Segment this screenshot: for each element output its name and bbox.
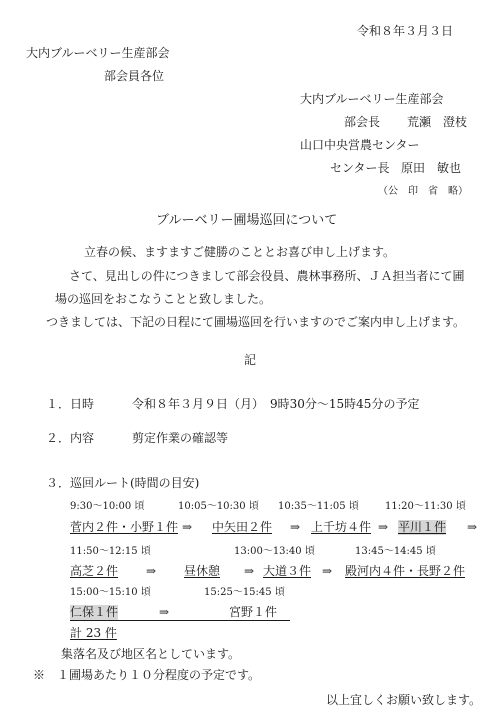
sender-name-1: 荒瀬 澄枝 xyxy=(407,115,468,129)
route-time: 13:45～14:45 頃 xyxy=(355,546,436,557)
route-arrow: ⇒ xyxy=(244,564,255,578)
document-date: 令和８年３月３日 xyxy=(357,24,454,38)
route-time: 10:35～11:05 頃 xyxy=(278,501,359,512)
route-place: 高芝２件 xyxy=(70,564,119,578)
body-line-1: 立春の候、ますますご健勝のこととお喜び申し上げます。 xyxy=(84,245,396,259)
body-line-3: 場の巡回をおこなうことと致しました。 xyxy=(55,292,272,306)
route-underline xyxy=(70,620,290,621)
route-place: 菅内２件・小野１件 xyxy=(70,520,179,534)
sender-org-1: 大内ブルーベリー生産部会 xyxy=(300,92,444,106)
route-place: 大道３件 xyxy=(263,564,312,578)
route-time: 15:00～15:10 頃 xyxy=(70,587,151,598)
route-total: 計 23 件 xyxy=(70,626,117,640)
sender-title-2: センター長 xyxy=(330,161,390,175)
route-place: 昼休憩 xyxy=(184,564,221,578)
route-arrow: ⇒ xyxy=(290,520,301,534)
item-3-label: ３．巡回ルート(時間の目安) xyxy=(46,476,200,490)
route-place: 仁保１件 xyxy=(70,605,119,619)
item-2-value: 剪定作業の確認等 xyxy=(132,431,229,445)
route-arrow: ⇒ xyxy=(378,520,389,534)
route-time: 11:50～12:15 頃 xyxy=(70,546,151,557)
seal-omitted-note: （公 印 省 略） xyxy=(378,186,468,197)
route-arrow: ⇒ xyxy=(467,520,478,534)
route-time: 9:30～10:00 頃 xyxy=(70,501,145,512)
route-time: 15:25～15:45 頃 xyxy=(204,587,285,598)
route-place: 殿河内４件・長野２件 xyxy=(345,564,466,578)
route-place: 宮野１件 xyxy=(229,605,278,619)
item-1-label: １．日時 xyxy=(46,397,95,411)
ki-marker: 記 xyxy=(244,353,257,367)
recipient-org: 大内ブルーベリー生産部会 xyxy=(26,46,170,60)
route-arrow: ⇒ xyxy=(322,564,333,578)
route-arrow: ⇒ xyxy=(182,520,193,534)
closing-text: 以上宜しくお願い致します。 xyxy=(326,693,482,707)
item-2-label: ２．内容 xyxy=(46,431,95,445)
note-1: 集落名及び地区名としています。 xyxy=(61,647,241,661)
route-arrow: ⇒ xyxy=(146,564,157,578)
note-2: ※ １圃場あたり１０分程度の予定です。 xyxy=(33,668,261,682)
route-time: 10:05～10:30 頃 xyxy=(178,501,259,512)
body-line-2: さて、見出しの件につきまして部会役員、農林事務所、ＪＡ担当者にて圃 xyxy=(69,269,465,283)
sender-title-1: 部会長 xyxy=(344,115,381,129)
body-line-4: つきましては、下記の日程にて圃場巡回を行いますのでご案内申し上げます。 xyxy=(46,315,466,329)
route-place: 平川１件 xyxy=(398,520,447,534)
document-title: ブルーベリー圃場巡回について xyxy=(156,213,338,228)
route-place: 中矢田２件 xyxy=(212,520,273,534)
recipient-members: 部会員各位 xyxy=(104,69,165,83)
route-arrow: ⇒ xyxy=(159,605,170,619)
route-time: 13:00～13:40 頃 xyxy=(234,546,315,557)
sender-name-2: 原田 敏也 xyxy=(401,161,462,175)
route-time: 11:20～11:30 頃 xyxy=(385,501,466,512)
route-place: 上千坊４件 xyxy=(311,520,372,534)
sender-org-2: 山口中央営農センター xyxy=(300,138,420,152)
item-1-value: 令和８年３月９日（月） 9時30分～15時45分の予定 xyxy=(132,397,420,411)
